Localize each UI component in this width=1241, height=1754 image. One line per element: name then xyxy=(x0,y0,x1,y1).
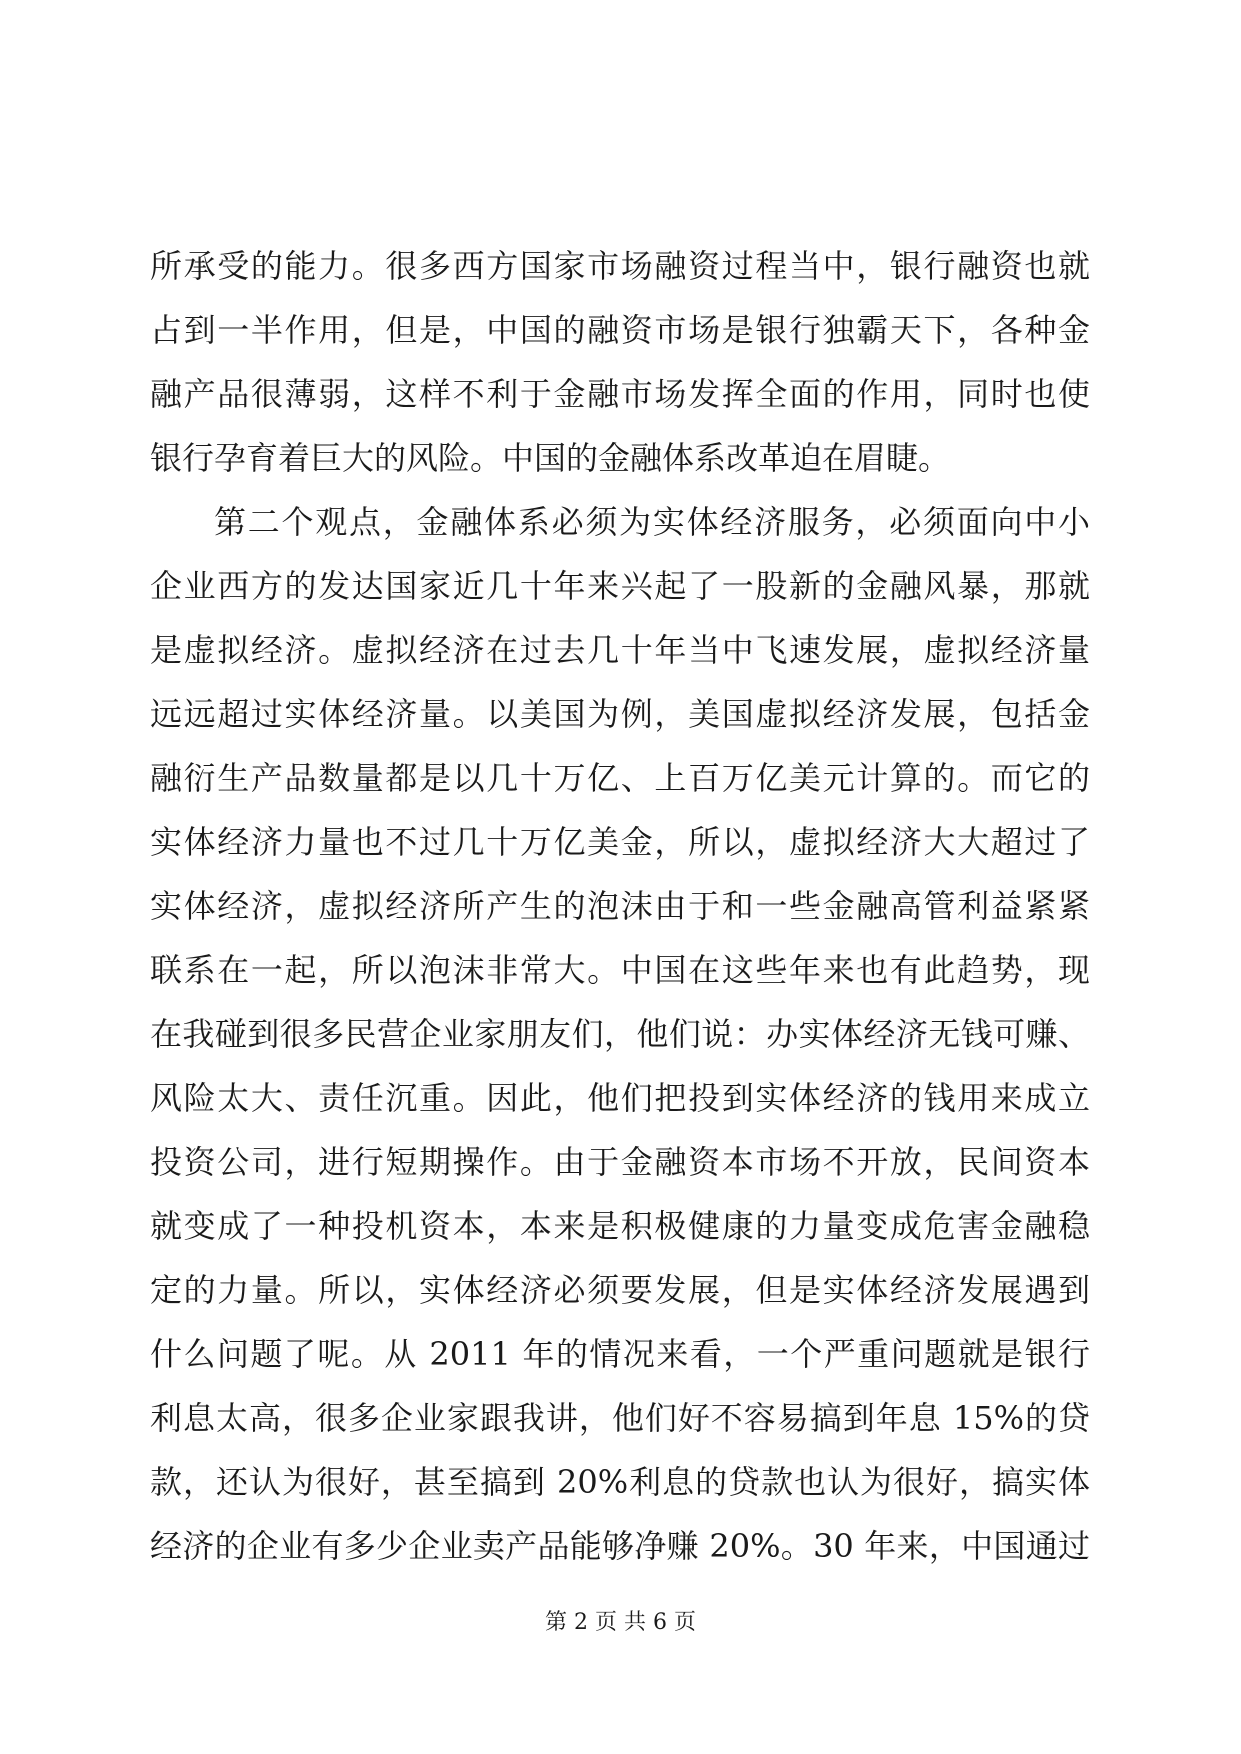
text-line: 实体经济力量也不过几十万亿美金，所以，虚拟经济大大超过了 xyxy=(150,823,1090,861)
text-line: 投资公司，进行短期操作。由于金融资本市场不开放，民间资本 xyxy=(150,1143,1090,1181)
text-line: 在我碰到很多民营企业家朋友们，他们说：办实体经济无钱可赚、 xyxy=(150,1015,1090,1053)
page-number-footer: 第 2 页 共 6 页 xyxy=(545,1610,696,1635)
text-line: 就变成了一种投机资本，本来是积极健康的力量变成危害金融稳 xyxy=(150,1207,1090,1245)
text-line: 联系在一起，所以泡沫非常大。中国在这些年来也有此趋势，现 xyxy=(150,951,1090,989)
text-line: 融产品很薄弱，这样不利于金融市场发挥全面的作用，同时也使 xyxy=(150,375,1090,413)
text-line: 银行孕育着巨大的风险。中国的金融体系改革迫在眉睫。 xyxy=(150,439,951,477)
text-line: 是虚拟经济。虚拟经济在过去几十年当中飞速发展，虚拟经济量 xyxy=(150,631,1090,669)
text-line: 企业西方的发达国家近几十年来兴起了一股新的金融风暴，那就 xyxy=(150,567,1090,605)
text-line: 占到一半作用，但是，中国的融资市场是银行独霸天下，各种金 xyxy=(150,311,1090,349)
text-line: 风险太大、责任沉重。因此，他们把投到实体经济的钱用来成立 xyxy=(150,1079,1090,1117)
text-line: 什么问题了呢。从 2011 年的情况来看，一个严重问题就是银行 xyxy=(150,1335,1090,1373)
text-line: 经济的企业有多少企业卖产品能够净赚 20%。30 年来，中国通过 xyxy=(150,1527,1090,1565)
text-line: 融衍生产品数量都是以几十万亿、上百万亿美元计算的。而它的 xyxy=(150,759,1090,797)
text-line: 实体经济，虚拟经济所产生的泡沫由于和一些金融高管利益紧紧 xyxy=(150,887,1090,925)
text-line: 远远超过实体经济量。以美国为例，美国虚拟经济发展，包括金 xyxy=(150,695,1090,733)
body-text xyxy=(150,234,1090,1578)
text-line: 款，还认为很好，甚至搞到 20%利息的贷款也认为很好，搞实体 xyxy=(150,1463,1090,1501)
paragraph-start-line: 第二个观点，金融体系必须为实体经济服务，必须面向中小 xyxy=(214,503,1090,541)
text-line: 定的力量。所以，实体经济必须要发展，但是实体经济发展遇到 xyxy=(150,1271,1090,1309)
text-line: 利息太高，很多企业家跟我讲，他们好不容易搞到年息 15%的贷 xyxy=(150,1399,1090,1437)
text-line: 所承受的能力。很多西方国家市场融资过程当中，银行融资也就 xyxy=(150,247,1090,285)
